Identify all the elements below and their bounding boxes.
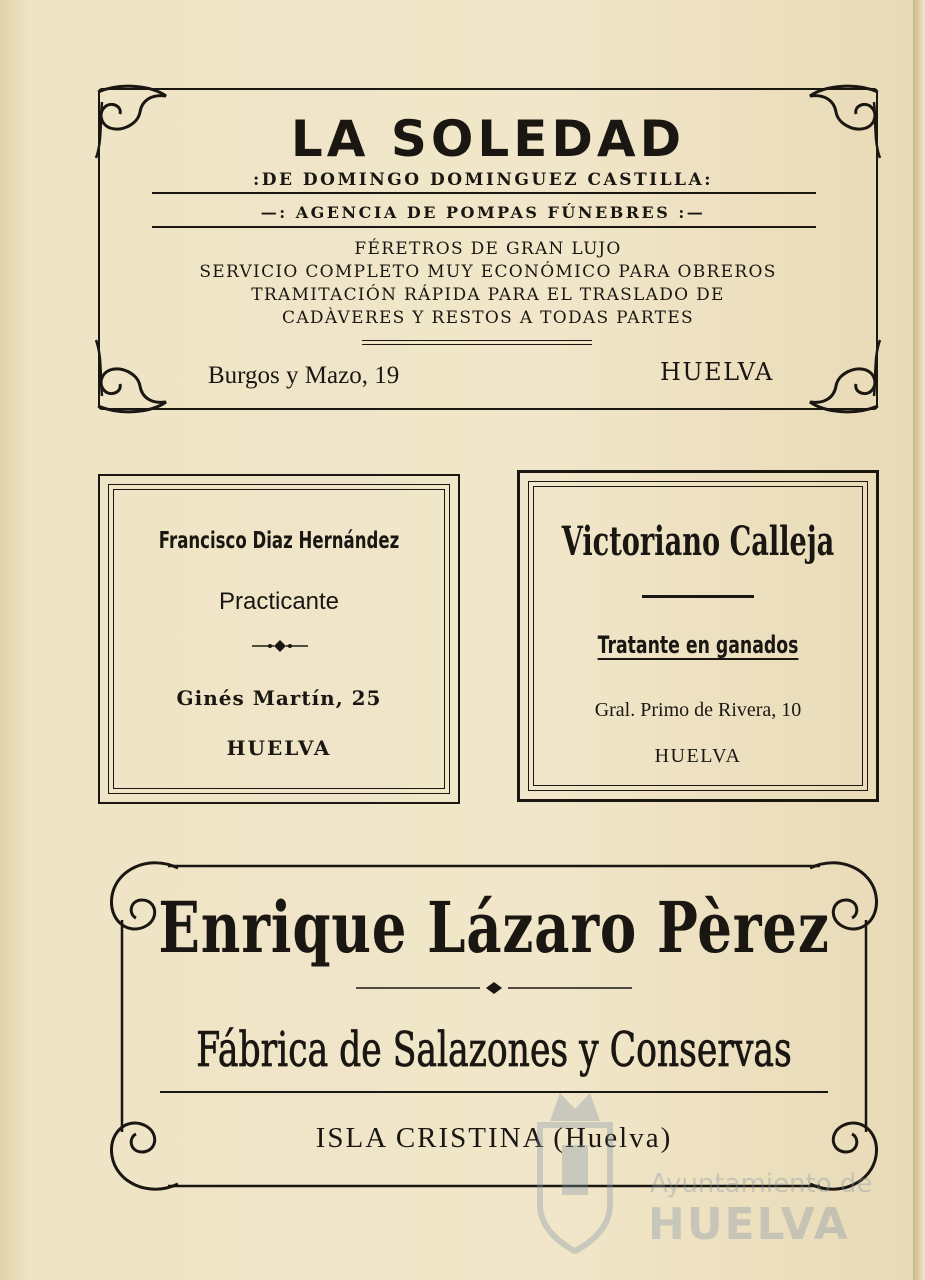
practicante-ad xyxy=(98,474,460,804)
service-line: FÉRETROS DE GRAN LUJO xyxy=(354,239,622,259)
agency-owner: :DE DOMINGO DOMINGUEZ CASTILLA: xyxy=(253,170,713,190)
divider xyxy=(362,340,592,341)
dealer-trade: Tratante en ganados xyxy=(597,631,799,659)
dealer-address: Gral. Primo de Rivera, 10 xyxy=(594,699,802,721)
factory-location: ISLA CRISTINA (Huelva) xyxy=(315,1122,673,1154)
practicante-name: Francisco Diaz Hernández xyxy=(158,528,400,554)
factory-trade: Fábrica de Salazones y Conservas xyxy=(196,1022,792,1078)
agency-type: —: AGENCIA DE POMPAS FÚNEBRES :— xyxy=(260,203,706,222)
divider xyxy=(642,595,754,598)
divider xyxy=(152,226,816,228)
watermark-line1: Ayuntamiento de xyxy=(650,1169,873,1199)
archive-watermark xyxy=(520,1085,873,1255)
funeral-agency-ad xyxy=(98,88,878,410)
factory-owner: Enrique Lázaro Pèrez xyxy=(158,886,830,969)
practicante-city: HUELVA xyxy=(226,736,332,760)
service-line: SERVICIO COMPLETO MUY ECONÓMICO PARA OBREROS xyxy=(199,262,777,282)
dealer-city: HUELVA xyxy=(654,745,742,767)
service-list xyxy=(100,238,876,330)
agency-title: LA SOLEDAD xyxy=(290,110,686,168)
divider xyxy=(152,192,816,194)
agency-city: HUELVA xyxy=(660,358,774,386)
practicante-role: Practicante xyxy=(218,588,340,615)
divider xyxy=(362,344,592,345)
practicante-address: Ginés Martín, 25 xyxy=(176,686,382,710)
dealer-name: Victoriano Calleja xyxy=(561,518,835,565)
flourish-ornament xyxy=(250,638,310,654)
service-line: TRAMITACIÓN RÁPIDA PARA EL TRASLADO DE xyxy=(251,285,725,305)
ornament-bottom-right xyxy=(804,336,884,416)
ornament-bottom-left xyxy=(92,336,172,416)
page-spine-shadow xyxy=(913,0,925,1280)
coat-of-arms-icon xyxy=(520,1085,630,1255)
agency-address: Burgos y Mazo, 19 xyxy=(208,362,400,389)
service-line: CADÀVERES Y RESTOS A TODAS PARTES xyxy=(282,308,694,328)
watermark-line2: HUELVA xyxy=(648,1199,850,1250)
cattle-dealer-ad xyxy=(517,470,879,802)
